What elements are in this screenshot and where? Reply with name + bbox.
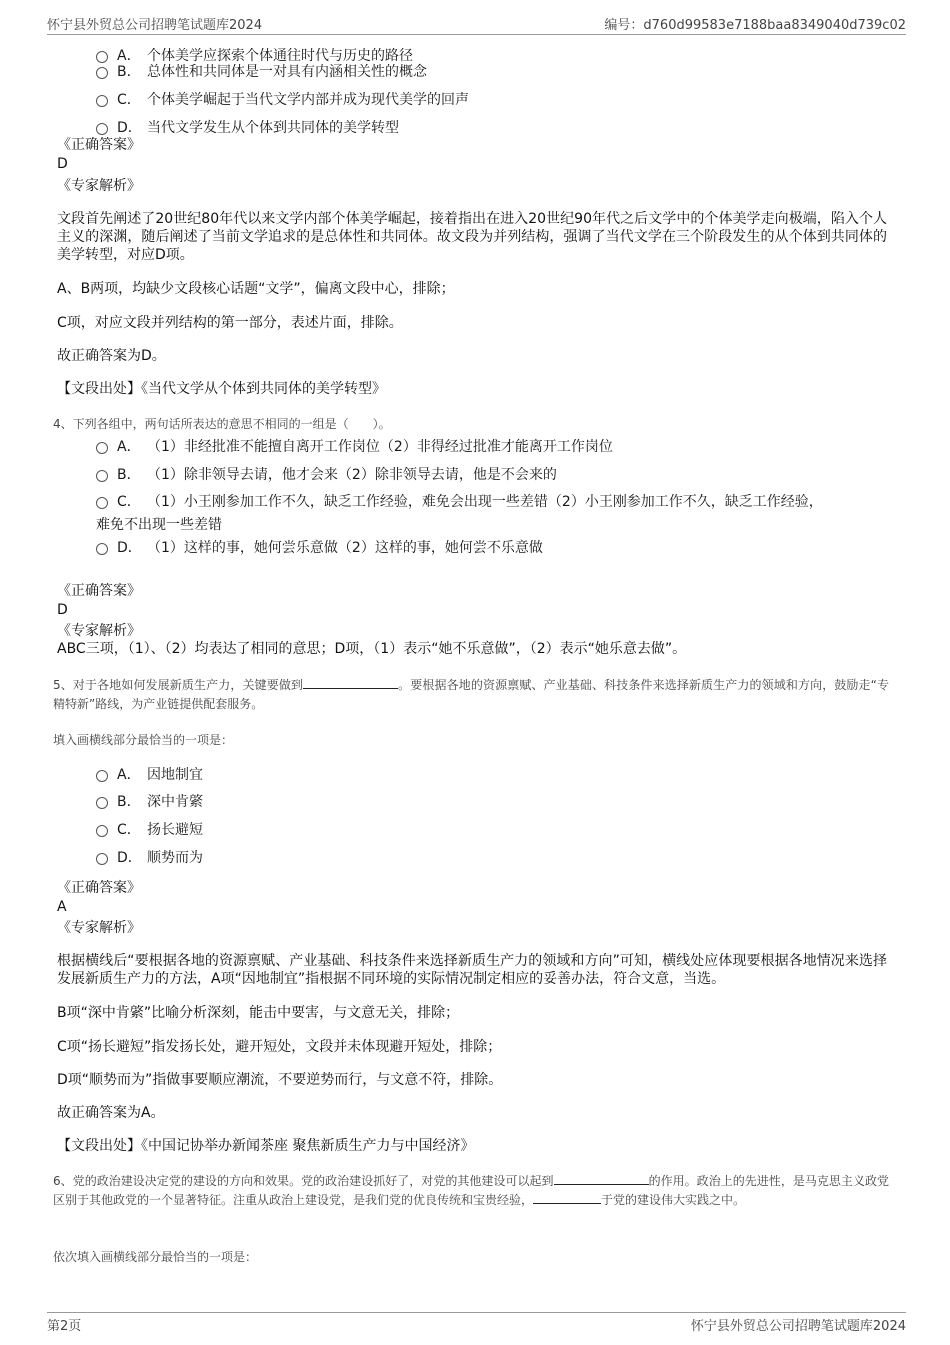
q4-option-c[interactable]: C． （1）小王刚参加工作不久，缺乏工作经验，难免会出现一些差错（2）小王刚参加工作不久，缺乏工作经验， (96, 493, 823, 511)
q3-analysis-paragraph: 文段首先阐述了20世纪80年代以来文学内部个体美学崛起，接着指出在进入20世纪90年代之后文学中的个体美学走向极端，陷入个人主义的深渊，随后阐述了当前文学追求的是总体性和共同体。故文段为并列结构，强调了当代文学在三个阶段发生的从个体到共同体的美学转型，对应D项。 (57, 211, 887, 263)
q3-source: 【文段出处】《当代文学从个体到共同体的美学转型》 (57, 381, 386, 397)
q5-analysis-paragraph: B项“深中肯綮”比喻分析深刻，能击中要害，与文意无关，排除； (57, 1005, 460, 1021)
q5-stem: 5、对于各地如何发展新质生产力，关键要做到 。要根据各地的资源禀赋、产业基础、科技条件来选择新质生产力的领域和方向，鼓励走“专精特新”路线，为产业链提供配套服务。 (53, 678, 889, 711)
q3-answer: D (57, 156, 68, 172)
q4-option-c-continued: 难免不出现一些差错 (96, 517, 222, 533)
q3-option-a[interactable]: A． 个体美学应探索个体通往时代与历史的路径 (96, 47, 413, 65)
q5-source: 【文段出处】《中国记协举办新闻茶座 聚焦新质生产力与中国经济》 (57, 1138, 475, 1154)
q4-option-d[interactable]: D． （1）这样的事，她何尝乐意做（2）这样的事，她何尝不乐意做 (96, 539, 543, 557)
header-title: 怀宁县外贸总公司招聘笔试题库2024 (47, 18, 263, 33)
q4-option-b[interactable]: B． （1）除非领导去请，他才会来（2）除非领导去请，他是不会来的 (96, 466, 557, 484)
q5-analysis-paragraph: 根据横线后“要根据各地的资源禀赋、产业基础、科技条件来选择新质生产力的领域和方向”可知，横线处应体现要根据各地情况来选择发展新质生产力的方法，A项“因地制宜”指根据不同环境的实际情况制定相应的妥善办法，符合文意，当选。 (57, 953, 887, 987)
page-header (47, 14, 906, 35)
fill-blank (533, 1191, 601, 1204)
header-doc-id: 编号：d760d99583e7188baa8349040d739c02 (604, 18, 906, 33)
radio-icon[interactable] (96, 123, 108, 135)
fill-blank (554, 1172, 649, 1185)
radio-icon[interactable] (96, 853, 108, 865)
q3-analysis-paragraph: A、B两项，均缺少文段核心话题“文学”，偏离文段中心，排除； (57, 281, 455, 297)
radio-icon[interactable] (96, 67, 108, 79)
q3-answer-label: 《正确答案》 (57, 137, 141, 153)
q4-stem: 4、下列各组中，两句话所表达的意思不相同的一组是（ ）。 (53, 417, 391, 431)
q5-prompt: 填入画横线部分最恰当的一项是： (53, 733, 234, 747)
q5-option-c[interactable]: C． 扬长避短 (96, 821, 203, 839)
radio-icon[interactable] (96, 497, 108, 509)
q4-answer: D (57, 602, 68, 618)
q5-analysis-paragraph: D项“顺势而为”指做事要顺应潮流，不要逆势而行，与文意不符，排除。 (57, 1072, 503, 1088)
q3-option-d[interactable]: D． 当代文学发生从个体到共同体的美学转型 (96, 119, 399, 137)
q3-analysis-label: 《专家解析》 (57, 178, 141, 194)
q3-option-b[interactable]: B． 总体性和共同体是一对具有内涵相关性的概念 (96, 63, 427, 81)
radio-icon[interactable] (96, 470, 108, 482)
q5-answer-label: 《正确答案》 (57, 880, 141, 896)
footer-title: 怀宁县外贸总公司招聘笔试题库2024 (690, 1319, 906, 1334)
radio-icon[interactable] (96, 442, 108, 454)
q3-analysis-paragraph: C项，对应文段并列结构的第一部分，表述片面，排除。 (57, 315, 403, 331)
q6-prompt: 依次填入画横线部分最恰当的一项是： (53, 1250, 258, 1264)
q5-option-d[interactable]: D． 顺势而为 (96, 849, 203, 867)
q5-option-b[interactable]: B． 深中肯綮 (96, 793, 203, 811)
q4-analysis-label: 《专家解析》 (57, 623, 141, 639)
radio-icon[interactable] (96, 51, 108, 63)
q4-answer-label: 《正确答案》 (57, 583, 141, 599)
radio-icon[interactable] (96, 825, 108, 837)
q5-option-a[interactable]: A． 因地制宜 (96, 766, 203, 784)
q3-option-c[interactable]: C． 个体美学崛起于当代文学内部并成为现代美学的回声 (96, 91, 469, 109)
q4-analysis: ABC三项，（1）、（2）均表达了相同的意思；D项，（1）表示“她不乐意做”，（2）表示“她乐意去做”。 (57, 641, 687, 657)
radio-icon[interactable] (96, 95, 108, 107)
q4-option-a[interactable]: A． （1）非经批准不能擅自离开工作岗位（2）非得经过批准才能离开工作岗位 (96, 438, 613, 456)
radio-icon[interactable] (96, 543, 108, 555)
radio-icon[interactable] (96, 797, 108, 809)
q6-stem: 6、党的政治建设决定党的建设的方向和效果。党的政治建设抓好了，对党的其他建设可以起到 的作用。政治上的先进性，是马克思主义政党区别于其他政党的一个显著特征。注重从政治上建设党，是我们党的优良传统和宝贵经验， 于党的建设伟大实践之中。 (53, 1174, 889, 1207)
fill-blank (303, 676, 398, 689)
q5-analysis-paragraph: C项“扬长避短”指发扬长处，避开短处，文段并未体现避开短处，排除； (57, 1039, 502, 1055)
q5-analysis-label: 《专家解析》 (57, 920, 141, 936)
radio-icon[interactable] (96, 770, 108, 782)
q3-analysis-paragraph: 故正确答案为D。 (57, 348, 166, 364)
page-number: 第2页 (47, 1319, 82, 1334)
page-footer (47, 1312, 906, 1335)
q5-analysis-paragraph: 故正确答案为A。 (57, 1105, 165, 1121)
q5-answer: A (57, 899, 67, 915)
